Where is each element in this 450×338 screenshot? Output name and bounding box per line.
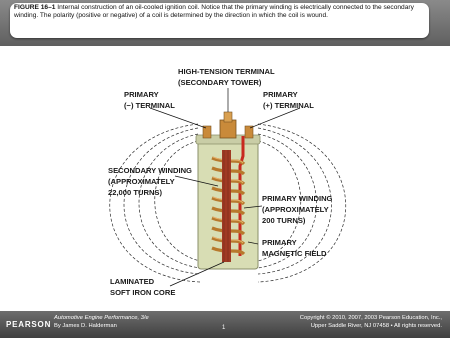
ignition-coil-diagram [0, 46, 450, 311]
laminated-iron-core [222, 150, 231, 262]
label-hv-terminal-1: HIGH-TENSION TERMINAL [178, 67, 275, 76]
label-primary-pos-2: (+) TERMINAL [263, 101, 314, 110]
label-secondary-2: (APPROXIMATELY [108, 177, 175, 186]
caption-label: FIGURE 16–1 [14, 4, 56, 11]
book-info [54, 315, 149, 330]
copyright-notice [300, 315, 442, 330]
book-author: By James D. Halderman [54, 322, 117, 329]
pearson-logo: PEARSON [6, 320, 52, 329]
label-magnetic-2: MAGNETIC FIELD [262, 249, 327, 258]
label-primary-pos-1: PRIMARY [263, 90, 298, 99]
caption-text: Internal construction of an oil-cooled ignition coil. Notice that the primary winding is electrically connected to the secondary winding. The polarity (positive or negative) of a coil is determined by the direction in which the coil is wound. [14, 4, 414, 19]
label-primary-neg-2: (−) TERMINAL [124, 101, 175, 110]
label-primary-neg-1: PRIMARY [124, 90, 159, 99]
figure-caption [10, 3, 429, 38]
label-primary-winding-2: (APPROXIMATELY [262, 205, 329, 214]
secondary-tower [220, 120, 236, 138]
label-primary-winding-3: 200 TURNS) [262, 216, 306, 225]
label-core-1: LAMINATED [110, 277, 155, 286]
label-magnetic-1: PRIMARY [262, 238, 297, 247]
primary-positive-terminal [245, 126, 253, 138]
label-core-2: SOFT IRON CORE [110, 288, 176, 297]
primary-negative-terminal [203, 126, 211, 138]
copyright-line-2: Upper Saddle River, NJ 07458 • All rights reserved. [310, 322, 442, 329]
label-secondary-1: SECONDARY WINDING [108, 166, 192, 175]
label-primary-winding-1: PRIMARY WINDING [262, 194, 333, 203]
slide-footer [0, 311, 450, 338]
copyright-line-1: Copyright © 2010, 2007, 2003 Pearson Education, Inc., [299, 315, 442, 321]
label-secondary-3: 22,000 TURNS) [108, 188, 163, 197]
label-hv-terminal-2: (SECONDARY TOWER) [178, 78, 262, 87]
book-title: Automotive Engine Performance, 3/e [54, 315, 149, 321]
page-number: 1 [222, 325, 226, 331]
